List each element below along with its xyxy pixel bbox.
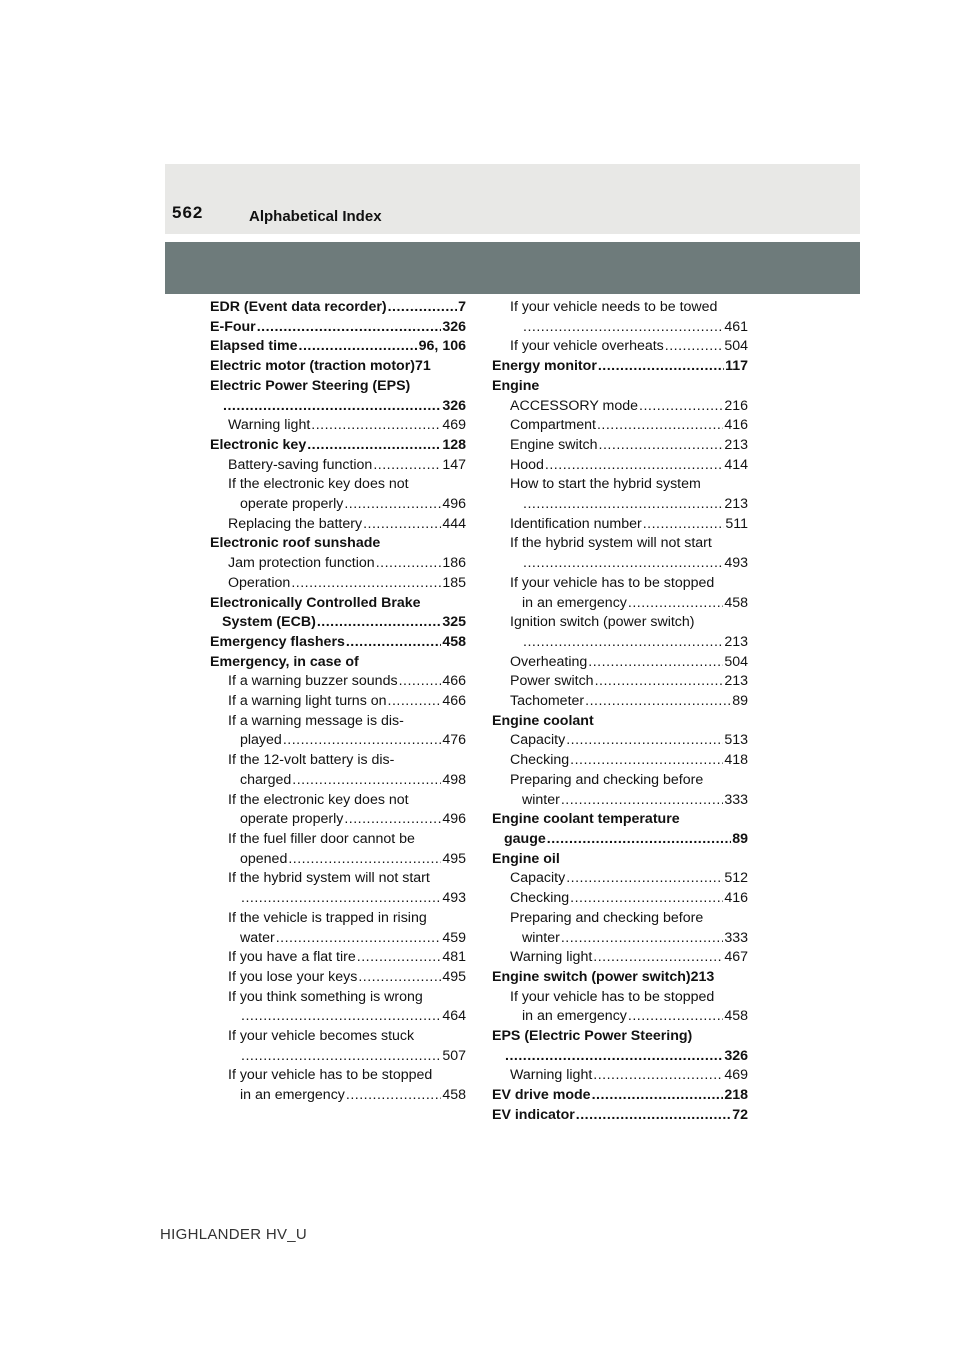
dot-leader	[628, 1007, 723, 1027]
index-term: Energy monitor	[492, 358, 597, 375]
index-term: Compartment	[510, 417, 596, 434]
index-subentry	[210, 712, 466, 751]
index-subentry	[492, 298, 748, 337]
page-reference: 213	[724, 436, 748, 453]
page-reference: 325	[442, 614, 466, 631]
dot-leader	[593, 1066, 723, 1086]
dot-leader	[570, 889, 723, 909]
index-subentry	[492, 515, 748, 535]
index-term: Preparing and checking before	[510, 771, 704, 788]
index-term: If a warning light turns on	[228, 693, 387, 710]
index-entry	[492, 712, 748, 732]
dot-leader	[547, 830, 731, 850]
index-term: Preparing and checking before	[510, 909, 704, 926]
dot-leader	[598, 357, 724, 377]
index-subentry	[492, 731, 748, 751]
dot-leader	[643, 515, 725, 535]
dot-leader	[358, 968, 441, 988]
dot-leader	[665, 337, 724, 357]
index-term: EPS (Electric Power Steering)	[492, 1028, 693, 1045]
dot-leader	[588, 653, 723, 673]
page-reference: 493	[442, 890, 466, 907]
index-subentry	[210, 791, 466, 830]
dot-leader	[523, 554, 723, 574]
index-term: Engine coolant	[492, 712, 594, 729]
index-term: Engine oil	[492, 850, 560, 867]
index-subentry	[492, 751, 748, 771]
index-entry	[492, 377, 748, 397]
page-reference: 481	[442, 949, 466, 966]
dot-leader	[599, 436, 724, 456]
index-subentry	[492, 692, 748, 712]
dot-leader	[566, 869, 723, 889]
dot-leader	[373, 456, 441, 476]
index-term: EV drive mode	[492, 1087, 591, 1104]
index-term: Checking	[510, 752, 570, 769]
index-subentry	[492, 574, 748, 613]
index-entry	[492, 1086, 748, 1106]
index-entry	[492, 1106, 748, 1126]
index-term: If your vehicle has to be stopped	[510, 988, 715, 1005]
index-subentry	[492, 475, 748, 514]
index-subentry	[492, 436, 748, 456]
index-subentry	[492, 1066, 748, 1086]
page-reference: 496	[442, 811, 466, 828]
index-term: If your vehicle overheats	[510, 338, 664, 355]
page-reference: 459	[442, 929, 466, 946]
index-term: Operation	[228, 574, 291, 591]
index-term: Electric motor (traction motor)	[210, 358, 415, 375]
page-reference: 326	[724, 1047, 748, 1064]
index-subentry	[492, 653, 748, 673]
index-subentry	[492, 988, 748, 1027]
page-reference: 71	[414, 358, 431, 375]
index-term: Checking	[510, 890, 570, 907]
page-reference: 458	[724, 594, 748, 611]
index-term: Identification number	[510, 515, 642, 532]
index-term: Tachometer	[510, 693, 585, 710]
index-term: in an emergency	[522, 1008, 627, 1025]
index-entry	[492, 810, 748, 849]
index-entry	[210, 594, 466, 633]
dot-leader	[597, 416, 723, 436]
page-reference: 469	[724, 1067, 748, 1084]
page-reference: 461	[724, 318, 748, 335]
page-reference: 504	[724, 338, 748, 355]
index-term: Electric Power Steering (EPS)	[210, 377, 411, 394]
index-subentry	[492, 889, 748, 909]
index-entry	[210, 633, 466, 653]
page-reference: 466	[442, 693, 466, 710]
index-term: Engine coolant temperature	[492, 811, 680, 828]
index-subentry	[210, 456, 466, 476]
index-column-right	[492, 298, 748, 1126]
dot-leader	[593, 948, 723, 968]
dot-leader	[276, 929, 442, 949]
page-reference: 218	[724, 1087, 748, 1104]
index-subentry	[492, 613, 748, 652]
index-entry	[210, 653, 466, 673]
index-term: winter	[522, 929, 560, 946]
index-entry	[210, 436, 466, 456]
page-reference: 458	[442, 1087, 466, 1104]
page-reference: 444	[442, 515, 466, 532]
dot-leader	[585, 692, 731, 712]
page-reference: 511	[725, 515, 748, 532]
index-term: in an emergency	[240, 1087, 345, 1104]
page-reference: 326	[442, 318, 466, 335]
index-term: Emergency, in case of	[210, 653, 359, 670]
index-term: If you have a flat tire	[228, 949, 356, 966]
dot-leader	[357, 948, 442, 968]
page-reference: 466	[442, 673, 466, 690]
dot-leader	[241, 889, 441, 909]
page-reference: 507	[442, 1047, 466, 1064]
index-entry	[210, 534, 466, 554]
index-term: Capacity	[510, 732, 566, 749]
page-reference: 128	[442, 436, 466, 453]
dot-leader	[346, 633, 441, 653]
index-subentry	[492, 672, 748, 692]
dot-leader	[639, 397, 723, 417]
index-term: EV indicator	[492, 1106, 575, 1123]
index-term: If the electronic key does not	[228, 476, 409, 493]
dot-leader	[570, 751, 723, 771]
index-term: E-Four	[210, 318, 256, 335]
dot-leader	[288, 850, 441, 870]
page-reference: 495	[442, 850, 466, 867]
page-reference: 7	[458, 299, 466, 315]
index-subentry	[210, 830, 466, 869]
dot-leader	[223, 397, 441, 417]
dot-leader	[388, 692, 442, 712]
index-term: If a warning buzzer sounds	[228, 673, 398, 690]
index-term: If the vehicle is trapped in rising	[228, 909, 427, 926]
index-subentry	[210, 869, 466, 908]
dot-leader	[388, 298, 458, 318]
dot-leader	[576, 1106, 731, 1126]
index-subentry	[210, 515, 466, 535]
page-reference: 513	[724, 732, 748, 749]
dot-leader	[628, 594, 723, 614]
index-subentry	[492, 534, 748, 573]
dot-leader	[545, 456, 723, 476]
index-subentry	[210, 968, 466, 988]
page-reference: 96, 106	[418, 338, 466, 355]
index-subentry	[210, 751, 466, 790]
index-term: gauge	[504, 830, 546, 847]
page-reference: 496	[442, 496, 466, 513]
page-reference: 213	[724, 633, 748, 650]
index-term: If your vehicle has to be stopped	[228, 1067, 433, 1084]
page-reference: 186	[442, 555, 466, 572]
index-subentry	[492, 909, 748, 948]
page-reference: 464	[442, 1008, 466, 1025]
index-entry	[210, 357, 466, 377]
index-term: Replacing the battery	[228, 515, 363, 532]
page-reference: 185	[442, 574, 466, 591]
index-term: Electronic roof sunshade	[210, 535, 381, 552]
page-reference: 333	[724, 929, 748, 946]
index-entry	[492, 850, 748, 870]
index-entry	[210, 337, 466, 357]
index-subentry	[210, 554, 466, 574]
index-term: Electronic key	[210, 436, 307, 453]
index-subentry	[210, 909, 466, 948]
page-reference: 147	[442, 456, 466, 473]
index-term: If the electronic key does not	[228, 791, 409, 808]
index-term: in an emergency	[522, 594, 627, 611]
index-subentry	[492, 771, 748, 810]
index-term: operate properly	[240, 496, 344, 513]
index-subentry	[492, 456, 748, 476]
page-reference: 416	[724, 417, 748, 434]
index-term: played	[240, 732, 282, 749]
index-term: Engine	[492, 377, 540, 394]
index-subentry	[210, 988, 466, 1027]
index-term: ACCESSORY mode	[510, 397, 639, 414]
page-reference: 216	[724, 397, 748, 414]
index-subentry	[210, 692, 466, 712]
index-entry	[210, 377, 466, 416]
page-reference: 512	[724, 870, 748, 887]
index-term: Capacity	[510, 870, 566, 887]
index-term: Engine switch	[510, 436, 598, 453]
index-term: water	[240, 929, 275, 946]
index-subentry	[492, 337, 748, 357]
index-term: Overheating	[510, 653, 588, 670]
page-reference: 72	[732, 1106, 748, 1123]
dot-leader	[561, 791, 723, 811]
footer-model: HIGHLANDER HV_U	[160, 1226, 308, 1243]
page-reference: 414	[724, 456, 748, 473]
index-subentry	[210, 1066, 466, 1105]
index-subentry	[210, 1027, 466, 1066]
page-reference: 213	[724, 496, 748, 513]
index-entry	[492, 968, 748, 988]
page-reference: 493	[724, 555, 748, 572]
page-reference: 504	[724, 653, 748, 670]
index-term: EDR (Event data recorder)	[210, 299, 387, 315]
dot-leader	[257, 318, 442, 338]
dot-leader	[399, 672, 442, 692]
index-term: Electronically Controlled Brake	[210, 594, 421, 611]
index-term: Warning light	[510, 949, 593, 966]
dot-leader	[241, 1047, 441, 1067]
index-subentry	[210, 672, 466, 692]
index-subentry	[492, 948, 748, 968]
index-term: System (ECB)	[222, 614, 316, 631]
index-term: Elapsed time	[210, 338, 298, 355]
index-term: If your vehicle becomes stuck	[228, 1028, 415, 1045]
index-term: Ignition switch (power switch)	[510, 614, 695, 631]
dot-leader	[523, 495, 723, 515]
page-reference: 416	[724, 890, 748, 907]
index-term: If the hybrid system will not start	[228, 870, 430, 887]
index-term: If your vehicle needs to be towed	[510, 299, 718, 315]
index-term: If the 12-volt battery is dis-	[228, 752, 395, 769]
page-reference: 467	[724, 949, 748, 966]
index-term: opened	[240, 850, 288, 867]
dot-leader	[291, 574, 441, 594]
page-reference: 326	[442, 397, 466, 414]
index-term: Warning light	[228, 417, 311, 434]
index-term: Warning light	[510, 1067, 593, 1084]
page-reference: 495	[442, 968, 466, 985]
index-term: If you lose your keys	[228, 968, 358, 985]
page-reference: 89	[732, 830, 748, 847]
dot-leader	[317, 613, 442, 633]
index-term: Battery-saving function	[228, 456, 373, 473]
page-reference: 89	[732, 693, 748, 710]
index-term: If you think something is wrong	[228, 988, 423, 1005]
dot-leader	[523, 318, 723, 338]
dot-leader	[592, 1086, 724, 1106]
dot-leader	[311, 416, 441, 436]
dot-leader	[346, 1086, 441, 1106]
page-reference: 333	[724, 791, 748, 808]
dot-leader	[376, 554, 442, 574]
index-term: charged	[240, 771, 292, 788]
page-reference: 458	[724, 1008, 748, 1025]
index-subentry	[210, 475, 466, 514]
section-band	[165, 242, 860, 294]
index-term: operate properly	[240, 811, 344, 828]
page-reference: 213	[724, 673, 748, 690]
index-term: If your vehicle has to be stopped	[510, 574, 715, 591]
dot-leader	[344, 810, 441, 830]
page-reference: 469	[442, 417, 466, 434]
index-term: Power switch	[510, 673, 594, 690]
dot-leader	[344, 495, 441, 515]
dot-leader	[241, 1007, 441, 1027]
page-reference: 418	[724, 752, 748, 769]
page-reference: 498	[442, 771, 466, 788]
page-reference: 117	[725, 358, 748, 375]
index-term: How to start the hybrid system	[510, 476, 701, 493]
index-subentry	[210, 574, 466, 594]
dot-leader	[292, 771, 441, 791]
dot-leader	[505, 1047, 723, 1067]
index-subentry	[492, 869, 748, 889]
index-term: Hood	[510, 456, 544, 473]
index-term: If a warning message is dis-	[228, 712, 404, 729]
index-term: winter	[522, 791, 560, 808]
index-entry	[492, 1027, 748, 1066]
index-term: Jam protection function	[228, 555, 375, 572]
page-reference: 476	[442, 732, 466, 749]
index-entry	[210, 298, 466, 318]
dot-leader	[307, 436, 441, 456]
index-term: Emergency flashers	[210, 633, 345, 650]
dot-leader	[566, 731, 723, 751]
index-entry	[492, 357, 748, 377]
index-subentry	[492, 397, 748, 417]
index-term: If the fuel filler door cannot be	[228, 830, 415, 847]
dot-leader	[299, 337, 418, 357]
index-subentry	[210, 948, 466, 968]
dot-leader	[595, 672, 724, 692]
index-entry	[210, 318, 466, 338]
dot-leader	[363, 515, 441, 535]
page-title: Alphabetical Index	[249, 208, 382, 225]
dot-leader	[523, 633, 723, 653]
index-subentry	[492, 416, 748, 436]
index-term: Engine switch (power switch)	[492, 968, 691, 985]
page-reference: 458	[442, 633, 466, 650]
page-reference: 213	[690, 968, 715, 985]
index-column-left	[210, 298, 466, 1106]
dot-leader	[283, 731, 442, 751]
index-term: If the hybrid system will not start	[510, 535, 712, 552]
page-number: 562	[172, 203, 204, 222]
index-subentry	[210, 416, 466, 436]
dot-leader	[561, 929, 723, 949]
